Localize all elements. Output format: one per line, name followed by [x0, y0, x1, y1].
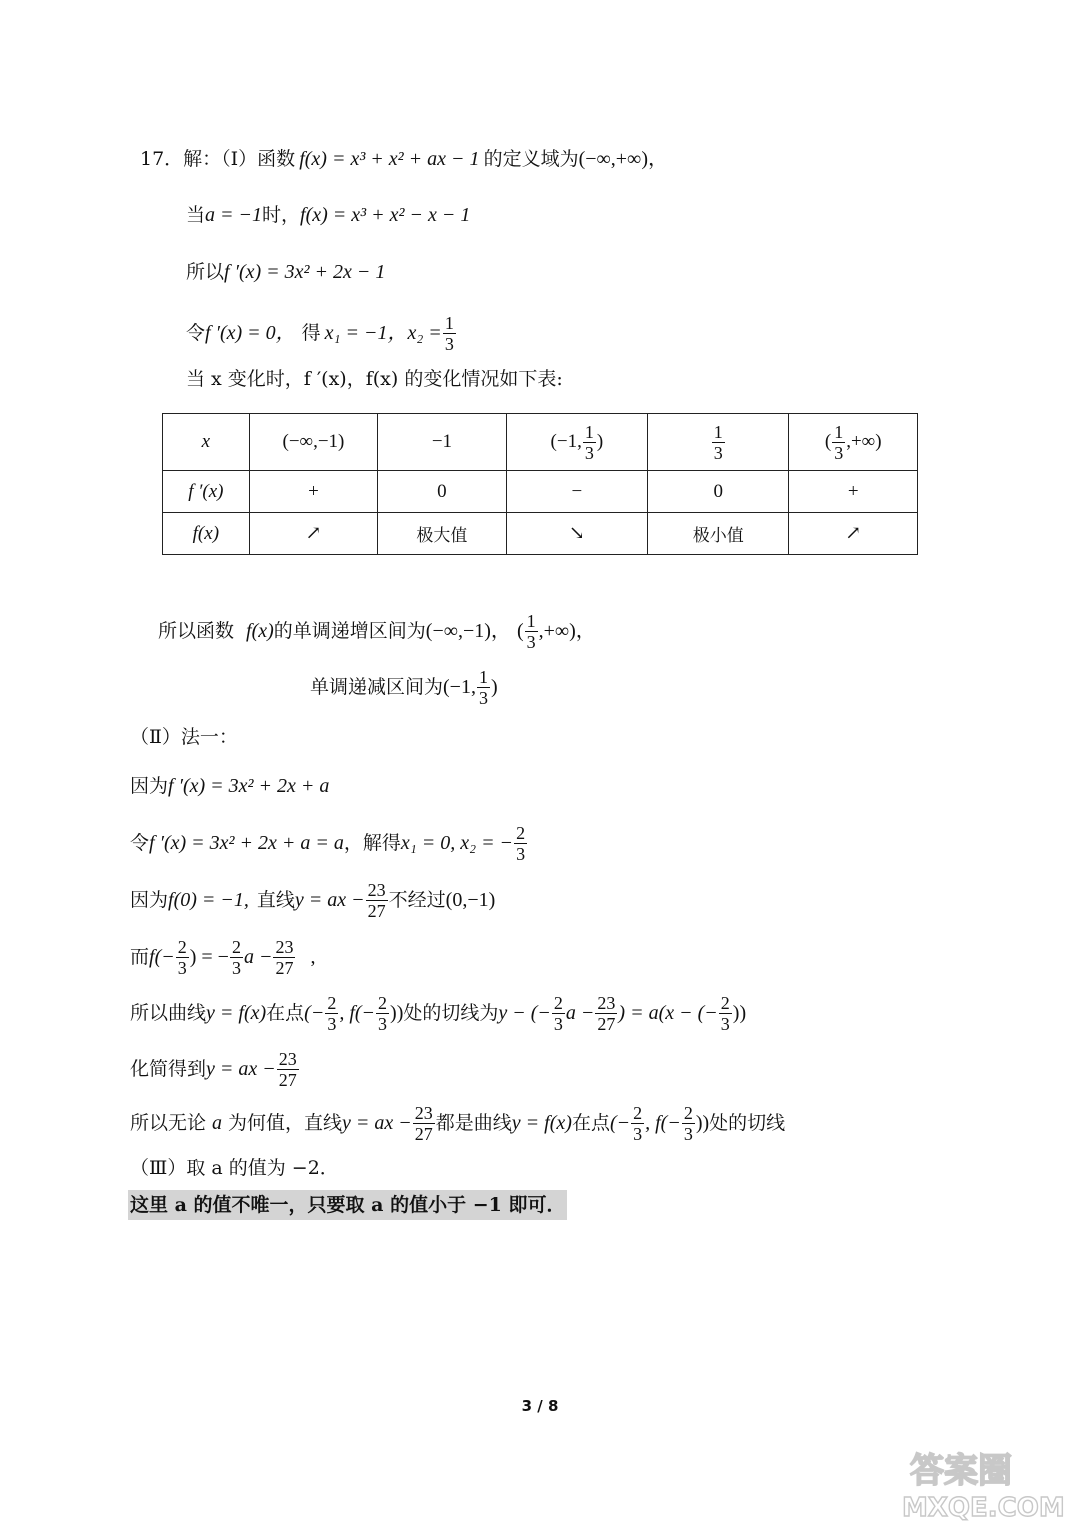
inc-function: f(x)	[246, 620, 274, 642]
l5-mid: 在点	[266, 1002, 305, 1024]
increasing-arrow-icon: ↗	[249, 513, 378, 555]
roots-line	[186, 310, 457, 356]
set-zero-expr: f ′(x) = 0，	[205, 322, 296, 344]
l2-mid: ，解得	[343, 832, 401, 854]
table-intro-text: 当 x 变化时，f ′(x)，f(x) 的变化情况如下表:	[186, 368, 563, 390]
page-number: 3 / 8	[521, 1397, 559, 1415]
part2-line-2	[130, 820, 528, 866]
l7-tail: 都是曲线	[435, 1112, 512, 1134]
part2-heading	[130, 724, 238, 750]
inc-prefix: 所以函数	[158, 620, 235, 642]
dec-interval-close: )	[490, 676, 498, 698]
x-cell-3: (−1, $\frac{1}{3}$ )	[506, 414, 647, 471]
case-condition: a = −1	[205, 204, 263, 226]
watermark-logo	[900, 1440, 1075, 1522]
deriv-cell-1: +	[249, 471, 378, 513]
domain-value: (−∞,+∞)，	[578, 148, 668, 170]
problem-17-header	[140, 146, 668, 172]
l3-point: (0,−1)	[445, 889, 496, 911]
deriv-cell-4: 0	[648, 471, 789, 513]
so-prefix: 所以	[186, 261, 225, 283]
x-cell-5: ( $\frac{1}{3}$ ,+∞)	[789, 414, 918, 471]
f-cell-max: 极大值	[378, 513, 506, 555]
l1-prefix: 因为	[130, 775, 169, 797]
svg-text:答案圈: 答案圈	[910, 1451, 1012, 1491]
deriv-cell-3: −	[506, 471, 647, 513]
increasing-arrow-icon: ↗	[789, 513, 918, 555]
deriv-cell-2: 0	[378, 471, 506, 513]
l3-tail: 不经过	[388, 889, 446, 911]
fraction-denominator: 3	[444, 333, 454, 354]
root-fraction	[443, 313, 456, 354]
l2-expr: f ′(x) = 3x² + 2x + a = a	[149, 832, 344, 854]
table-row-function	[163, 513, 918, 555]
table-row-derivative	[163, 471, 918, 513]
fraction-numerator: 1	[444, 312, 454, 333]
dec-interval-fraction: $\frac{1}{3}$	[478, 666, 488, 708]
part2-line-6: 化简得到 y = ax − $\frac{23}{27}$	[130, 1048, 297, 1090]
problem-label: 17．解：（Ⅰ）函数	[140, 148, 296, 170]
x-cell-1: (−∞,−1)	[249, 414, 378, 471]
case-function: f(x) = x³ + x² − x − 1	[300, 204, 471, 226]
l7-prefix: 所以无论	[130, 1112, 207, 1134]
l7-end: 处的切线	[709, 1112, 786, 1134]
l3-fraction: $\frac{23}{27}$	[367, 879, 386, 921]
x-cell-4: $\frac{1}{3}$	[648, 414, 789, 471]
l3-expr: f(0) = −1,	[168, 889, 249, 911]
derivative-expr: f ′(x) = 3x² + 2x − 1	[224, 261, 386, 283]
l5-tangent: 处的切线为	[403, 1002, 499, 1024]
deriv-cell-5: +	[789, 471, 918, 513]
let-prefix: 令	[186, 322, 206, 344]
dec-interval-open: (−1,	[443, 676, 476, 698]
decreasing-interval-line	[310, 664, 498, 710]
highlighted-note: 这里 a 的值不唯一，只要取 a 的值小于 −1 即可．	[128, 1190, 567, 1220]
inc-interval-fraction: $\frac{1}{3}$	[526, 610, 536, 652]
l6-prefix: 化简得到	[130, 1058, 207, 1080]
l2-roots: x₁ = 0, x₂ = −	[400, 832, 514, 854]
row-header-function: f(x)	[163, 513, 250, 555]
case-prefix: 当	[186, 204, 206, 226]
function-definition: f(x) = x³ + x² + ax − 1	[299, 148, 480, 170]
case-line	[186, 202, 470, 228]
part2-line-5: 所以曲线 y = f(x) 在点 (− $\frac{2}{3}$ , f(− $\frac{2}{3}$ )) 处的切线为 y − (− $\frac{2}{3}$ a − $\frac{23}{27}$ ) = a(x − (− $\frac{2}{3}$ ))	[130, 992, 747, 1034]
table-intro	[186, 366, 563, 392]
inc-interval-2-close: ,+∞)，	[538, 620, 596, 642]
part3-line	[130, 1155, 339, 1181]
decreasing-arrow-icon: ↘	[506, 513, 647, 555]
inc-interval-1: (−∞,−1)，	[425, 620, 511, 642]
l2-fraction: $\frac{2}{3}$	[516, 822, 526, 864]
part3-text: （Ⅲ）取 a 的值为 −2．	[130, 1157, 339, 1179]
l2-prefix: 令	[130, 832, 150, 854]
part2-line-1	[130, 773, 329, 799]
row-header-x: x	[163, 414, 250, 471]
l3-line: y = ax −	[294, 889, 365, 911]
increasing-interval-line	[158, 608, 596, 654]
dec-text: 单调递减区间为	[310, 676, 444, 698]
roots-expr: x₁ = −1，x₂ =	[324, 322, 442, 344]
l1-expr: f ′(x) = 3x² + 2x + a	[168, 775, 330, 797]
variation-table	[162, 413, 918, 555]
get-text: 得	[301, 322, 321, 344]
l4-prefix: 而	[130, 946, 150, 968]
part2-line-3	[130, 877, 495, 923]
part3-note	[128, 1190, 567, 1220]
row-header-derivative: f ′(x)	[163, 471, 250, 513]
case-mid: 时，	[262, 204, 301, 226]
l3-prefix: 因为	[130, 889, 169, 911]
derivative-line	[186, 259, 385, 285]
l5-prefix: 所以曲线	[130, 1002, 207, 1024]
l7-var: a	[212, 1112, 223, 1134]
table-row-x	[163, 414, 918, 471]
part2-heading-text: （Ⅱ）法一：	[130, 726, 238, 748]
f-cell-min: 极小值	[648, 513, 789, 555]
x-cell-2: −1	[378, 414, 506, 471]
svg-text:MXQE.COM: MXQE.COM	[902, 1493, 1065, 1522]
l3-mid: 直线	[256, 889, 295, 911]
inc-text: 的单调递增区间为	[273, 620, 426, 642]
l7-point-text: 在点	[571, 1112, 610, 1134]
l7-mid: 为何值，直线	[228, 1112, 343, 1134]
inc-interval-2-open: (	[516, 620, 524, 642]
domain-text: 的定义域为	[483, 148, 579, 170]
part2-line-7: 所以无论 a 为何值，直线 y = ax − $\frac{23}{27}$ 都是曲线 y = f(x) 在点 (− $\frac{2}{3}$ , f(− $\frac{2}{3}$ )) 处的切线	[130, 1102, 786, 1144]
l5-curve: y = f(x)	[206, 1002, 267, 1024]
part2-line-4: 而 f(− $\frac{2}{3}$ ) = − $\frac{2}{3}$ a − $\frac{23}{27}$ ,	[130, 936, 316, 978]
